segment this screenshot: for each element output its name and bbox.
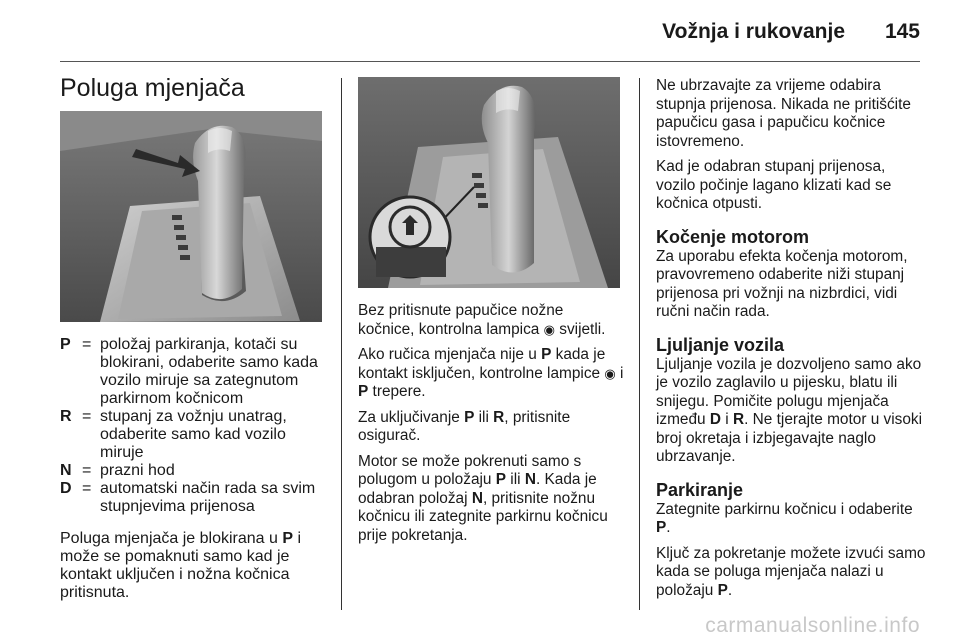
text-run: . [727, 581, 733, 599]
gear-letter: P [495, 471, 507, 488]
text-run: i [721, 411, 733, 428]
gear-letter: P [282, 530, 294, 547]
column-divider-1 [341, 78, 342, 610]
text-run: Ljuljanje vozila je dozvoljeno samo ako je vozilo zaglavilo u pijesku, blatu ili snijegu. Pomičite polugu mjenjača između [656, 355, 922, 428]
gear-lever-lamp-illustration [358, 77, 620, 288]
rocking-paragraph [656, 356, 926, 467]
header-rule [60, 61, 920, 62]
page-number: 145 [884, 20, 920, 43]
definition-key: D [60, 480, 72, 497]
definition-text: položaj parkiranja, kotači su blokirani, odaberite samo kada vozilo miruje sa zategnutom parkirnom kočnicom [100, 336, 318, 407]
text-run: , pritisnite nožnu kočnicu ili zategnite parkirnu kočnicu prije pokretanja. [358, 489, 608, 544]
gear-lever-lamp-drawing [358, 77, 620, 288]
text-run: Poluga mjenjača je blokirana u [60, 530, 283, 547]
column-3-text [656, 77, 926, 607]
watermark: carmanualsonline.info [705, 614, 920, 637]
gear-letter: P [656, 519, 667, 536]
rocking-heading: Ljuljanje vozila [656, 334, 785, 355]
definition-row-d [60, 480, 328, 516]
text-run: . Ne tjerajte motor u visoki broj okretaja i izbjegavajte naglo ubrzavanje. [656, 411, 923, 465]
gear-letter: N [524, 471, 536, 488]
definition-text: stupanj za vožnju unatrag, odaberite samo kad vozilo miruje [100, 408, 287, 461]
text-run: , pritisnite osigurač. [358, 408, 571, 444]
creep-paragraph: Kad je odabran stupanj prijenosa, vozilo počinje lagano klizati kad se kočnica otpusti. [656, 158, 892, 212]
definition-key: P [60, 336, 71, 353]
gear-lever-illustration [60, 111, 322, 322]
gear-letter: N [471, 489, 483, 507]
definition-eq: = [82, 408, 92, 425]
text-run: ili [474, 408, 494, 426]
text-run: Zategnite parkirnu kočnicu i odaberite [656, 500, 913, 518]
text-run: . Kada je odabran položaj [358, 471, 597, 507]
text-run: Ako ručica mjenjača nije u [358, 346, 542, 363]
gear-letter: P [717, 581, 728, 599]
parking-heading: Parkiranje [656, 479, 744, 500]
text-run: kada je kontakt isključen, kontrolne lampice [358, 346, 606, 382]
definition-row-p [60, 336, 328, 408]
engine-start-paragraph [358, 453, 624, 546]
brake-foot-lamp-icon: ◉ [543, 321, 555, 337]
text-run: svijetli. [554, 320, 606, 338]
column-divider-2 [639, 78, 640, 610]
gear-letter: R [493, 408, 505, 426]
acceleration-paragraph: Ne ubrzavajte za vrijeme odabira stupnja prijenosa. Nikada ne pritišćite papučicu gasa i papučicu kočnice istovremeno. [656, 77, 911, 150]
definition-eq: = [82, 462, 92, 479]
definition-eq: = [82, 336, 92, 353]
column-2-text [358, 302, 624, 552]
text-run: ili [506, 471, 525, 488]
brake-foot-lamp-icon: ◉ [604, 365, 616, 381]
definition-row-r [60, 408, 328, 462]
gear-letter: D [709, 411, 722, 428]
definition-key: R [60, 408, 72, 425]
text-run: Ključ za pokretanje možete izvući samo kada se poluga mjenjača nalazi u položaju [656, 544, 926, 599]
section-title: Poluga mjenjača [60, 74, 245, 102]
text-run: trepere. [368, 383, 426, 400]
definition-eq: = [82, 480, 92, 497]
gear-letter: R [733, 411, 745, 428]
definition-text: prazni hod [100, 462, 175, 479]
ignition-off-paragraph [358, 346, 624, 402]
gear-lever-drawing [60, 111, 322, 322]
page-header [0, 0, 960, 60]
text-run: Bez pritisnute papučice nožne kočnice, kontrolna lampica [358, 302, 564, 338]
lever-lock-paragraph [60, 530, 328, 602]
definition-row-n [60, 462, 328, 480]
text-run: i [615, 364, 624, 382]
engine-braking-paragraph: Za uporabu efekta kočenja motorom, pravovremeno odaberite niži stupanj prijenosa pri vožnji na nizbrdici, vidi ručni način rada. [656, 247, 908, 320]
engine-braking-heading: Kočenje motorom [656, 226, 810, 247]
gear-letter: P [541, 346, 552, 363]
definition-text: automatski način rada sa svim stupnjevima prijenosa [100, 480, 316, 515]
definition-key: N [60, 462, 72, 479]
text-run: Motor se može pokrenuti samo s polugom u položaju [358, 452, 582, 488]
safety-lock-paragraph [358, 409, 624, 446]
text-run: i može se pomaknuti samo kad je kontakt uključen i nožna kočnica pritisnuta. [60, 530, 302, 601]
key-removal-paragraph [656, 545, 926, 601]
gear-positions-list [60, 336, 328, 609]
text-run: Za uključivanje [358, 408, 465, 426]
header-title: Vožnja i rukovanje [662, 20, 845, 43]
gear-letter: P [464, 408, 475, 426]
lamp-paragraph [358, 302, 624, 339]
parking-paragraph [656, 501, 926, 538]
gear-letter: P [358, 383, 369, 400]
text-run: . [666, 519, 671, 536]
